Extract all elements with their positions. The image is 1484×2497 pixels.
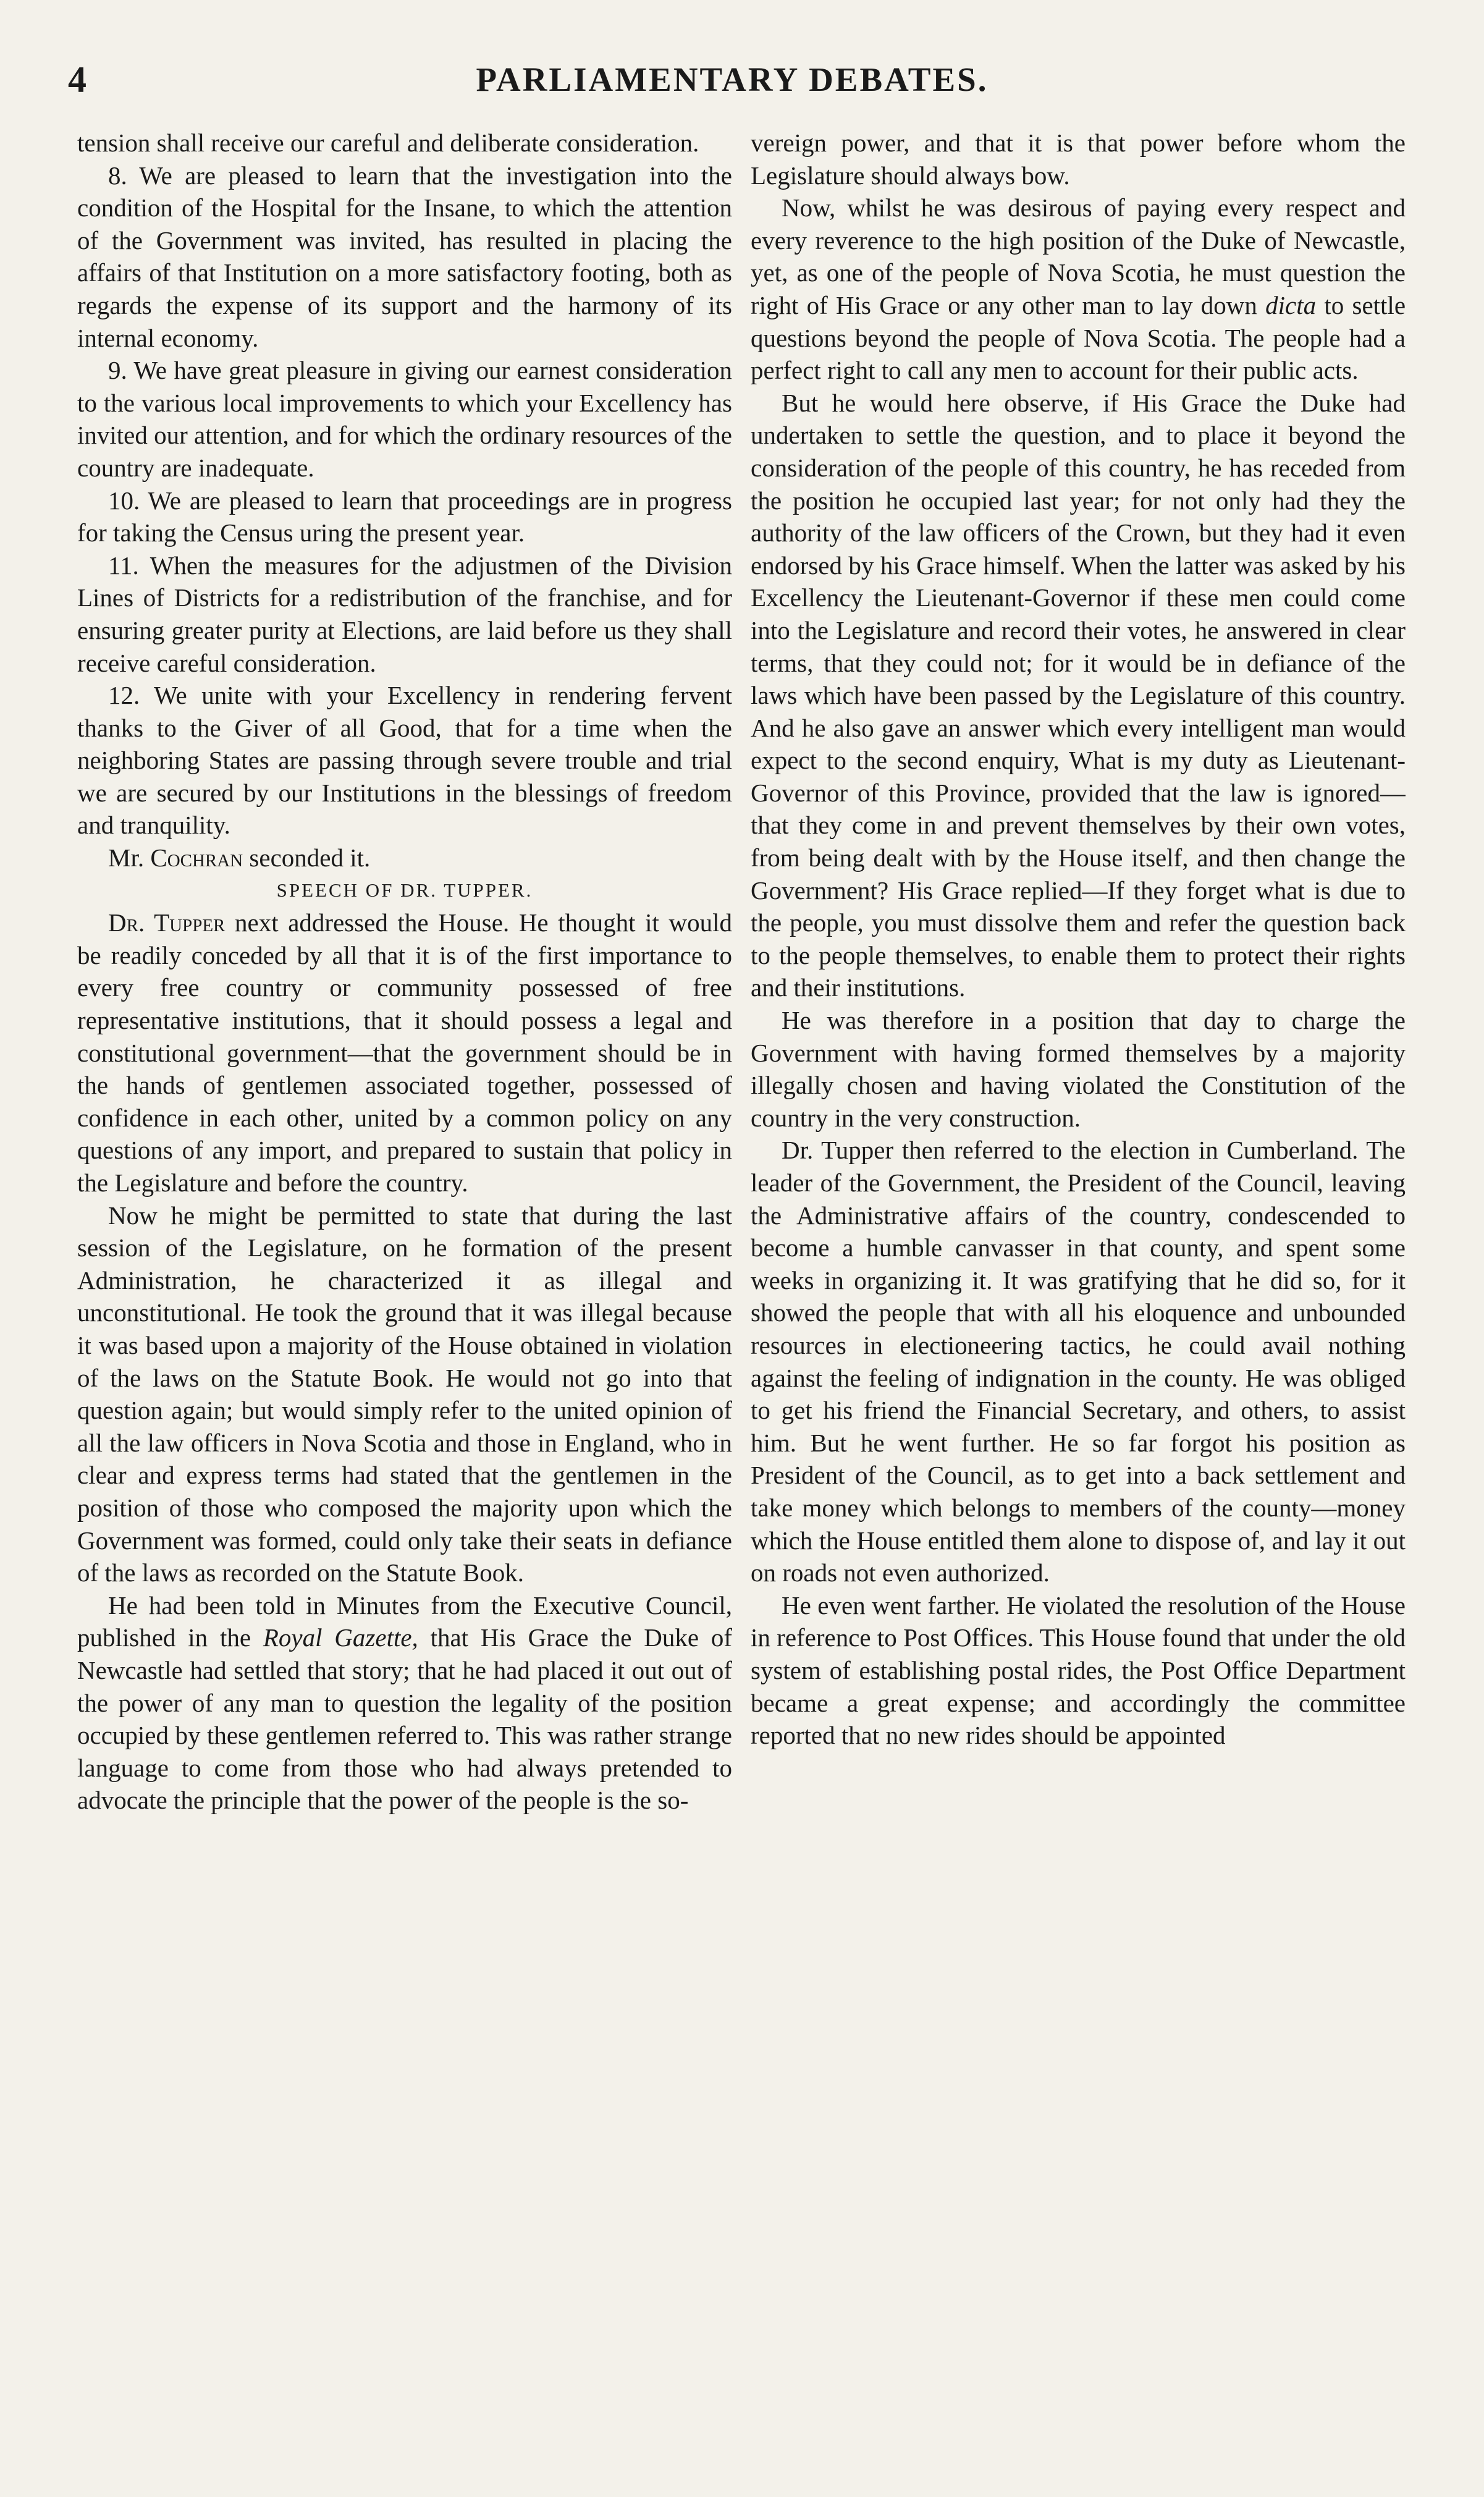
speaker-name: Dr. Tupper: [108, 908, 226, 937]
paragraph: tension shall receive our careful and deliberate consideration.: [77, 129, 699, 157]
seconded-line: [77, 842, 732, 874]
seconded-suffix: seconded it.: [249, 843, 371, 872]
paragraph: But he would here observe, if His Grace the Duke had undertaken to settle the question, and to place it beyond the consideration of the people of this country, he has receded from the position he occupied last year; for not only had they the authority of the law officers of the Crown, but they had it even endorsed by his Grace himself. When the latter was asked by his Excellency the Lieutenant-Governor if these men could come into the Legislature and record their votes, he answered in clear terms, that they could not; for it would be in defiance of the laws which have been passed by the Legislature of this country. And he also gave an answer which every intelligent man would expect to the second enquiry, What is my duty as Lieutenant-Governor of this Province, provided that the law is ignored—that they come in and prevent themselves by their own votes, from being dealt with by the House itself, and then change the Government? His Grace replied—If they forget what is due to the people, you must dissolve them and refer the question back to the people themselves, to enable them to protect their rights and their institutions.: [751, 388, 1406, 1002]
paragraph-text: to settle questions beyond the people of Nova Scotia. The people had a perfect right to call any men to account for their public acts.: [751, 290, 1406, 385]
paragraph-text: He had been told in Minutes from the Executive Council, published in the: [77, 1591, 732, 1652]
seconded-prefix: Mr.: [108, 843, 145, 872]
speech-heading: SPEECH OF DR. TUPPER.: [276, 879, 533, 901]
paragraph-text: Now, whilst he was desirous of paying every respect and every reverence to the high position of the Duke of Newcastle, yet, as one of the people of Nova Scotia, he must question the right of His Grace or any other man to lay down: [751, 193, 1406, 319]
paragraph: Dr. Tupper then referred to the election in Cumberland. The leader of the Government, the President of the Council, leaving the Administrative affairs of the country, condescended to become a humble canvasser in that county, and spent some weeks in organizing it. It was gratifying that he did so, for it showed the people that with all his eloquence and unbounded resources in electioneering tactics, he could avail nothing against the feeling of indignation in the county. He was obliged to get his friend the Financial Secretary, and others, to assist him. But he went further. He so far forgot his position as President of the Council, as to get into a back settlement and take money which belongs to members of the county—money which the House entitled them alone to dispose of, and lay it out on roads not even authorized.: [751, 1136, 1406, 1587]
paragraph-text: that His Grace the Duke of Newcastle had settled that story; that he had placed it out out of the power of any man to question the legality of the position occupied by these gentlemen referred to. This was rather strange language to come from those who had always pretended to advocate the principle that the power of the people is the so-: [77, 1623, 732, 1815]
publication-title: Royal Gazette,: [263, 1623, 418, 1652]
speaker-name: Cochran: [150, 843, 243, 872]
paragraph: [751, 192, 1406, 387]
paragraph: Now he might be permitted to state that during the last session of the Legislature, on he formation of the present Administration, he characterized it as illegal and unconstitutional. He took the ground that it was illegal because it was based upon a majority of the House obtained in violation of the laws on the Statute Book. He would not go into that question again; but would simply refer to the united opinion of all the law officers in Nova Scotia and those in England, who in clear and express terms had stated that the gentlemen in the position of those who composed the majority upon which the Government was formed, could only take their seats in defiance of the laws as recorded on the Statute Book.: [77, 1201, 732, 1587]
page-number: 4: [68, 59, 86, 100]
paragraph: He was therefore in a position that day to charge the Government with having formed themselves by a majority illegally chosen and having violated the Constitution of the country in the very construction.: [751, 1006, 1406, 1132]
page-header: [68, 59, 1396, 108]
paragraph: [77, 1589, 732, 1817]
italic-term: dicta: [1265, 290, 1317, 319]
paragraph: He even went farther. He violated the resolution of the House in reference to Post Offices. This House found that under the old system of establishing postal rides, the Post Office Department became a great expense; and accordingly the committee reported that no new rides should be appointed: [751, 1591, 1406, 1750]
paragraph-text: next addressed the House. He thought it would be readily conceded by all that it is of the first importance to every free country or community possessed of free representative institutions, that it should possess a legal and constitutional government—that the government should be in the hands of gentlemen associated together, possessed of confidence in each other, united by a common policy on any questions of any import, and prepared to sustain that policy in the Legislature and before the country.: [77, 908, 732, 1197]
right-column: [751, 127, 1406, 2469]
left-column: [77, 127, 732, 2469]
paragraph: 10. We are pleased to learn that proceedings are in progress for taking the Census uring the present year.: [77, 486, 732, 547]
paragraph: 12. We unite with your Excellency in rendering fervent thanks to the Giver of all Good, that for a time when the neighboring States are passing through severe trouble and trial we are secured by our Institutions in the blessings of freedom and tranquility.: [77, 681, 732, 840]
paragraph: 8. We are pleased to learn that the investigation into the condition of the Hospital for the Insane, to which the attention of the Government was invited, has resulted in placing the affairs of that Institution on a more satisfactory footing, both as regards the expense of its support and the harmony of its internal economy.: [77, 161, 732, 352]
running-title: PARLIAMENTARY DEBATES.: [476, 61, 989, 98]
paragraph: 11. When the measures for the adjustmen of the Division Lines of Districts for a redistribution of the franchise, and for ensuring greater purity at Elections, are laid before us they shall receive careful consideration.: [77, 551, 732, 677]
paragraph: [77, 906, 732, 1199]
paragraph: vereign power, and that it is that power before whom the Legislature should always bow.: [751, 129, 1406, 190]
paragraph: 9. We have great pleasure in giving our earnest consideration to the various local improvements to which your Excellency has invited our attention, and for which the ordinary resources of the country are inadequate.: [77, 356, 732, 482]
